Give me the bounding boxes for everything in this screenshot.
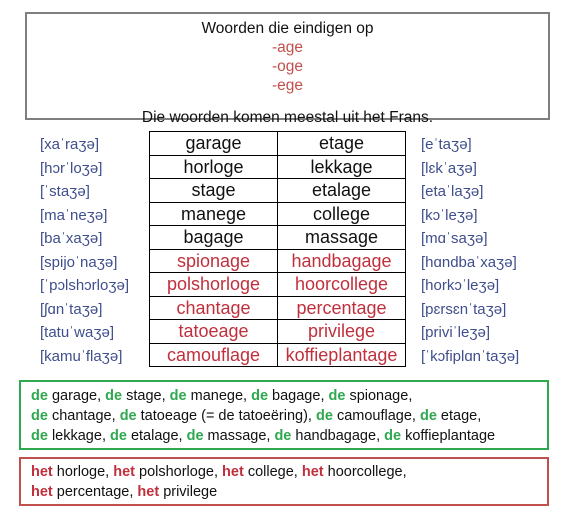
article-het: het [31,484,53,500]
word-cell-left: bagage [150,226,278,250]
article-de: de [186,428,204,444]
noun: manege [190,388,244,404]
article-het: het [222,464,244,480]
noun: etage [440,408,478,424]
article-de: de [31,408,48,424]
article-de: de [419,408,437,424]
noun: koffieplantage [405,428,496,444]
ipa-left-2: [ˈstaʒə] [40,183,90,200]
word-cell-left: manege [150,202,278,226]
ipa-right-5: [hɑndbaˈxaʒə] [421,253,517,271]
article-de: de [119,408,137,424]
noun: handbagage [295,428,377,444]
ipa-left-4: [baˈxaʒə] [40,230,103,247]
table-row [150,226,406,250]
header-note: Die woorden komen meestal uit het Frans. [141,109,434,126]
de_box-line: de chantage, de tatoeage (= de tatoeëring), de camouflage, de etage, [31,408,482,424]
article-de: de [328,388,346,404]
table-row [150,179,406,203]
ipa-right-2: [etaˈlaʒə] [421,183,484,200]
word-cell-right: massage [278,226,406,250]
de_box-line: de garage, de stage, de manege, de bagage, de spionage, [31,388,413,404]
table-row [150,320,406,344]
article-de: de [384,428,402,444]
article-de: de [31,428,48,444]
noun: bagage [272,388,321,404]
word-cell-right: koffieplantage [278,343,406,367]
article-de: de [169,388,187,404]
ipa-left-5: [spijoˈnaʒə] [40,253,118,271]
article-het: het [301,464,324,480]
word-cell-left: tatoeage [150,320,278,344]
ipa-left-0: [xaˈraʒə] [40,136,100,153]
table-row [150,132,406,156]
words-table [149,131,406,367]
word-cell-left: camouflage [150,343,278,367]
article-het: het [137,484,160,500]
ipa-right-9: [ˈkɔfiplɑnˈtaʒə] [421,347,520,365]
noun: horloge [56,464,106,480]
noun: lekkage [51,428,102,444]
het_box-line: het horloge, het polshorloge, het college, het hoorcollege, [31,464,407,480]
ipa-right-3: [kɔˈleʒə] [421,206,478,224]
de-words-box [19,380,549,450]
article-de: de [110,428,127,444]
ipa-right-7: [pɛrsɛnˈtaʒə] [421,300,507,318]
word-cell-right: lekkage [278,155,406,179]
noun: privilege [163,484,218,500]
ending-ege: -ege [271,77,304,94]
article-het: het [113,464,135,480]
noun: polshorloge [139,464,214,480]
word-cell-right: etalage [278,179,406,203]
ending-age: -age [271,39,304,56]
noun: spionage [349,388,409,404]
ipa-left-1: [hɔrˈloʒə] [40,159,103,177]
ipa-right-4: [mɑˈsaʒə] [421,230,488,247]
word-cell-left: garage [150,132,278,156]
word-cell-right: percentage [278,296,406,320]
noun: etalage [130,428,179,444]
article-het: het [31,464,53,480]
word-cell-left: stage [150,179,278,203]
ipa-left-6: [ˈpɔlshɔrloʒə] [40,277,130,294]
ipa-right-1: [lɛkˈaʒə] [421,159,477,177]
noun: college [247,464,294,480]
table-row [150,202,406,226]
ending-oge: -oge [271,58,304,75]
table-row [150,296,406,320]
ipa-right-8: [priviˈleʒə] [421,324,491,341]
ipa-left-7: [ʃɑnˈtaʒə] [40,300,103,318]
word-cell-right: etage [278,132,406,156]
ipa-right-0: [eˈtaʒə] [421,136,472,153]
word-cell-right: hoorcollege [278,273,406,297]
ipa-column-left [40,133,129,368]
word-cell-left: polshorloge [150,273,278,297]
header-box [25,12,550,126]
ipa-left-9: [kamuˈflaʒə] [40,347,123,365]
article-de: de [251,388,269,404]
article-de: de [31,388,48,404]
word-cell-right: privilege [278,320,406,344]
table-row [150,249,406,273]
table-row [150,155,406,179]
noun: garage [51,388,98,404]
ipa-left-3: [maˈneʒə] [40,206,108,224]
header-title: Woorden die eindigen op [201,20,374,37]
word-cell-right: college [278,202,406,226]
noun: chantage [51,408,112,424]
ipa-column-right [421,133,519,368]
noun: percentage [56,484,130,500]
word-cell-left: chantage [150,296,278,320]
noun: camouflage [336,408,412,424]
noun: tatoeage (= de tatoeëring) [140,408,308,424]
article-de: de [274,428,292,444]
word-cell-left: spionage [150,249,278,273]
table-row [150,343,406,367]
article-de: de [315,408,333,424]
noun: stage [126,388,162,404]
het_box-line: het percentage, het privilege [31,484,218,500]
word-cell-right: handbagage [278,249,406,273]
ipa-left-8: [tatuˈwaʒə] [40,324,115,341]
word-cell-left: horloge [150,155,278,179]
het-words-box [19,457,549,506]
ipa-right-6: [horkɔˈleʒə] [421,277,500,294]
table-row [150,273,406,297]
article-de: de [105,388,123,404]
noun: massage [207,428,267,444]
de_box-line: de lekkage, de etalage, de massage, de handbagage, de koffieplantage [31,428,496,444]
noun: hoorcollege [327,464,403,480]
